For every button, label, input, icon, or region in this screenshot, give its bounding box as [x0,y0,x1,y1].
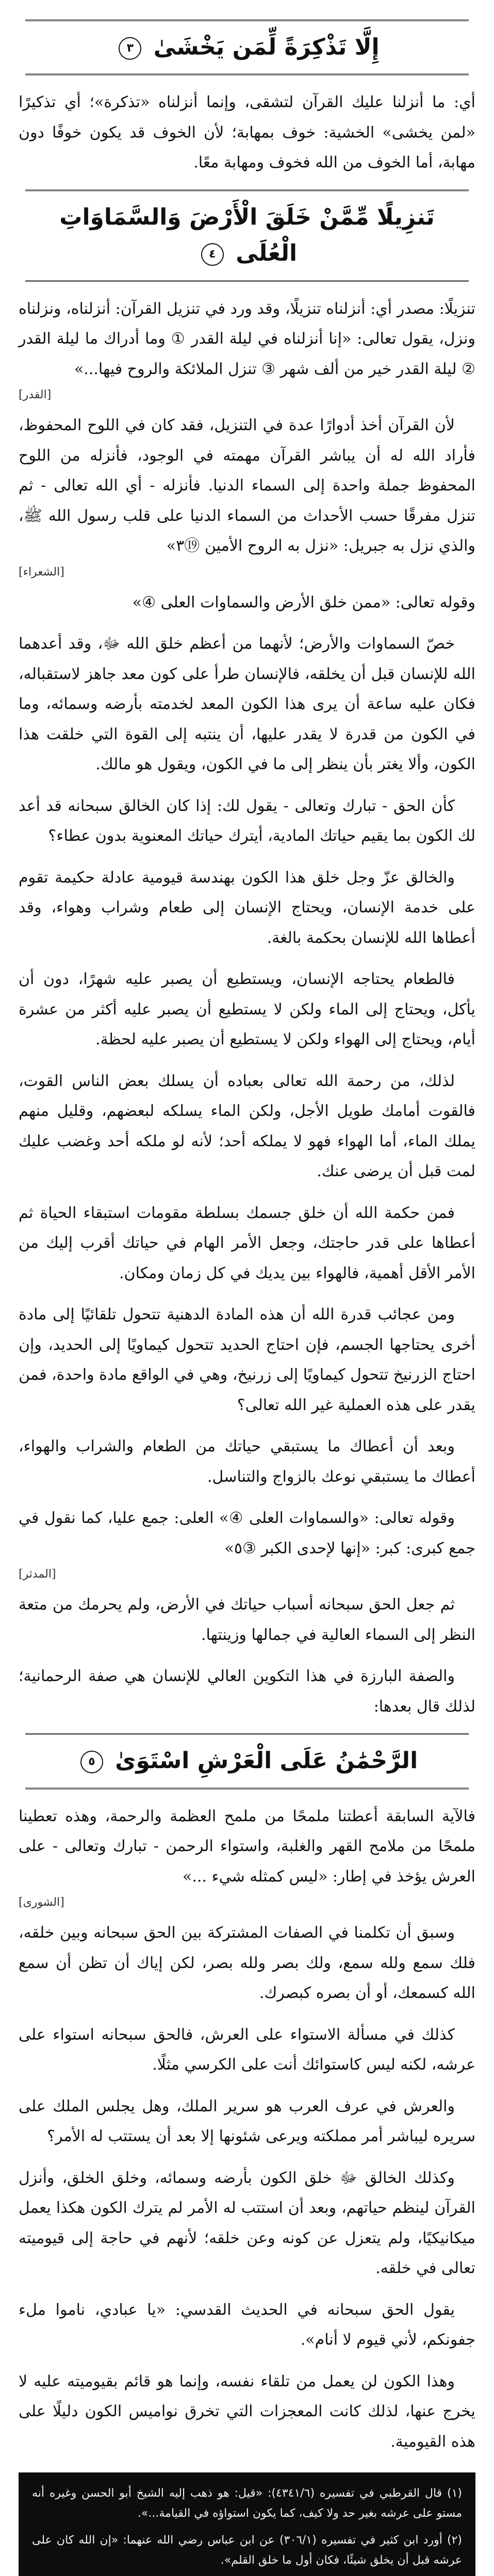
paragraph: وبعد أن أعطاك ما يستبقي حياتك من الطعام والشراب والهواء، أعطاك ما يستبقي نوعك بالزواج والتناسل. [19,1437,475,1486]
paragraph: يقول الحق سبحانه في الحديث القدسي: «يا عبادي، ناموا ملء جفونكم، لأني قيوم لا أنام». [19,2300,475,2349]
verse-text: تَنزِيلًا مِّمَّنْ خَلَقَ الْأَرْضَ وَالسَّمَاوَاتِ الْعُلَى [59,204,435,267]
paragraph: والعرش في عرف العرب هو سرير الملك، وهل يجلس الملك على سريره ليباشر أمر مملكته ويرعى شئونها إلا بعد أن يستتب له الأمر؟ [19,2097,475,2146]
verse-number: ٤ [201,243,224,266]
footnote: (٢) أورد ابن كثير في تفسيره (٣٠٦/١) عن ابن عباس رضي الله عنهما: «إن الله كان على عرشه قبل أن يخلق شيئًا، فكان أول ما خلق القلم». [32,2534,462,2567]
paragraph: وهذا الكون لن يعمل من تلقاء نفسه، وإنما هو قائم بقيوميته عليه لا يخرج عنها، لذلك كانت المعجزات التي تخرق نواميس الكون دليلًا على هذه القيومية. [19,2372,475,2451]
paragraph: وقوله تعالى: «ممن خلق الأرض والسماوات العلى ④» [132,593,475,612]
paragraph: ومن عجائب قدرة الله أن هذه المادة الدهنية تتحول تلقائيًا إلى مادة أخرى يحتاجها الجسم، فإن احتاج الحديد تتحول كيماويًا إلى الحديد، وإن احتاج الزرنيخ تتحول كيماويًا إلى زرنيخ، وهي في الواقع مادة واحدة، فمن يقدر على هذه العملية غير الله تعالى؟ [19,1306,475,1414]
header-verse-text: إِلَّا تَذْكِرَةً لِّمَن يَخْشَىٰ [153,34,380,60]
footnote: (١) قال القرطبي في تفسيره (٤٣٤١/٦): «قيل: هو ذهب إليه الشيخ أبو الحسن وغيره أنه مستو على عرشه بغير حد ولا كيف، كما يكون استواؤه في القيامة...». [32,2487,462,2520]
footnotes-box [19,2472,475,2576]
paragraph: وسبق أن تكلمنا في الصفات المشتركة بين الحق سبحانه وبين خلقه، فلك سمع ولله سمع، ولك بصر ولله بصر، لكن إياك أن تظن أن سمع الله كسمعك، أو أن بصره كبصرك. [19,1924,475,2003]
paragraph: لأن القرآن أخذ أدوارًا عدة في التنزيل، فقد كان في اللوح المحفوظ، فأراد الله له أن يباشر القرآن مهمته في الوجود، فأنزله من اللوح المحفوظ جملة واحدة إلى السماء الدنيا. فأنزله - أي الله تعالى - ثم تنزل مفرقًا حسب الأحداث من السماء الدنيا على قلب رسول الله ﷺ، والذي نزل به جبريل: «نزل به الروح الأمين ⑲٣» [19,416,475,555]
paragraph: كأن الحق - تبارك وتعالى - يقول لك: إذا كان الخالق سبحانه قد أعد لك الكون بما يقيم حياتك المادية، أيترك حياتك المعنوية بدون عطاء؟ [19,796,475,845]
header-verse-banner [25,20,469,75]
verse-number: ٥ [80,1751,103,1773]
header-verse-number: ٣ [119,37,141,60]
paragraph: والخالق عزّ وجل خلق هذا الكون بهندسة قيومية عادلة حكيمة تقوم على خدمة الإنسان، ويحتاج الإنسان إلى طعام وشراب وهواء، وقد أعطاها الله للإنسان بحكمة بالغة. [19,868,475,947]
paragraph: فالآية السابقة أعطتنا ملمحًا من ملمح العظمة والرحمة، وهذه تعطينا ملمحًا من ملامح القهر والغلبة، واستواء الرحمن - تبارك وتعالى - على العرش يؤخذ في إطار: «ليس كمثله شيء ...» [19,1807,475,1886]
paragraph: ثم جعل الحق سبحانه أسباب حياتك في الأرض، ولم يحرمك من متعة النظر إلى السماء العالية في جمالها وزينتها. [19,1596,475,1644]
paragraph: تنزيلًا: مصدر أي: أنزلناه تنزيلًا، وقد ورد في تنزيل القرآن: أنزلناه، ونزلناه ونزل، يقول تعالى: «إنا أنزلناه في ليلة القدر ① وما أدراك ما ليلة القدر ② ليلة القدر خير من ألف شهر ③ تنزل الملائكة والروح فيها...» [19,299,475,378]
paragraph: أي: ما أنزلنا عليك القرآن لتشقى، وإنما أنزلناه «تذكرة»؛ أي تذكيرًا «لمن يخشى» الخشية: خوف بمهابة؛ لأن الخوف قد يكون خوفًا دون مهابة، أما الخوف من الله فخوف ومهابة معًا. [19,93,475,172]
paragraph: والصفة البارزة في هذا التكوين العالي للإنسان هي صفة الرحمانية؛ لذلك قال بعدها: [19,1667,475,1716]
paragraph: فالطعام يحتاجه الإنسان، ويستطيع أن يصبر عليه شهرًا، دون أن يأكل، ويحتاج إلى الماء ولكن لا يستطيع أن يصبر عليه أكثر من عشرة أيام، ويحتاج إلى الهواء ولكن لا يستطيع أن يصبر عليه لحظة. [19,970,475,1049]
paragraph: وكذلك الخالق ﷻ خلق الكون بأرضه وسمائه، وخلق الخلق، وأنزل القرآن لينظم حياتهم، وبعد أن استتب له الأمر لم يترك الكون هكذا يعمل ميكانيكيًا، ولم يتعزل عن كونه وعن خلقه؛ لأنهم في حاجة إلى قيوميته تعالى في خلقه. [19,2168,475,2278]
paragraph: لذلك، من رحمة الله تعالى بعباده أن يسلك بعض الناس القوت، فالقوت أمامك طويل الأجل، ولكن الماء يسلكه لبعضهم، وقليل منهم يملك الماء، أما الهواء فهو لا يملكه أحد؛ لأنه لو ملكه أحد وغضب عليك لمت قبل أن يرضى عنك. [19,1072,475,1181]
surah-reference: [الشورى] [19,1896,64,1909]
verse-banner-2 [25,190,469,282]
surah-reference: [المدثر] [19,1568,56,1581]
paragraph: كذلك في مسألة الاستواء على العرش، فالحق سبحانه استواء على عرشه، لكنه ليس كاستوائك أنت على الكرسي مثلًا. [19,2025,475,2074]
surah-reference: [القدر] [19,388,52,402]
paragraph: وقوله تعالى: «والسماوات العلى ④» العلى: جمع عليا، كما نقول في جمع كبرى: كبر: «إنها لإحدى الكبر ③٥» [19,1509,475,1557]
verse-banner-3 [25,1733,469,1789]
paragraph: فمن حكمة الله أن خلق جسمك بسلطة مقومات استبقاء الحياة ثم أعطاها على قدر حاجتك، وجعل الأمر الهام في حياتك أقرب إليك من الأمر الأقل أهمية، فالهواء بين يديك في كل زمان ومكان. [19,1204,475,1282]
paragraph: خصّ السماوات والأرض؛ لأنهما من أعظم خلق الله ﷻ، وقد أعدهما الله للإنسان قبل أن يخلقه، فالإنسان طرأ على كون معد جاهز لاستقباله، فكان عليه ساعة أن يرى هذا الكون المعد لخدمته بأرضه وسمائه، وما في الكون من قدرة لا يقدر عليها، أن ينتبه إلى القوة التي خلقت هذا الكون، وألا يغتر بأن ينظر إلى ما في الكون، ويقول هو مالك. [19,635,476,774]
verse-text: الرَّحْمَٰنُ عَلَى الْعَرْشِ اسْتَوَىٰ [115,1748,418,1774]
document-page [19,10,475,2576]
surah-reference: [الشعراء] [19,565,64,579]
